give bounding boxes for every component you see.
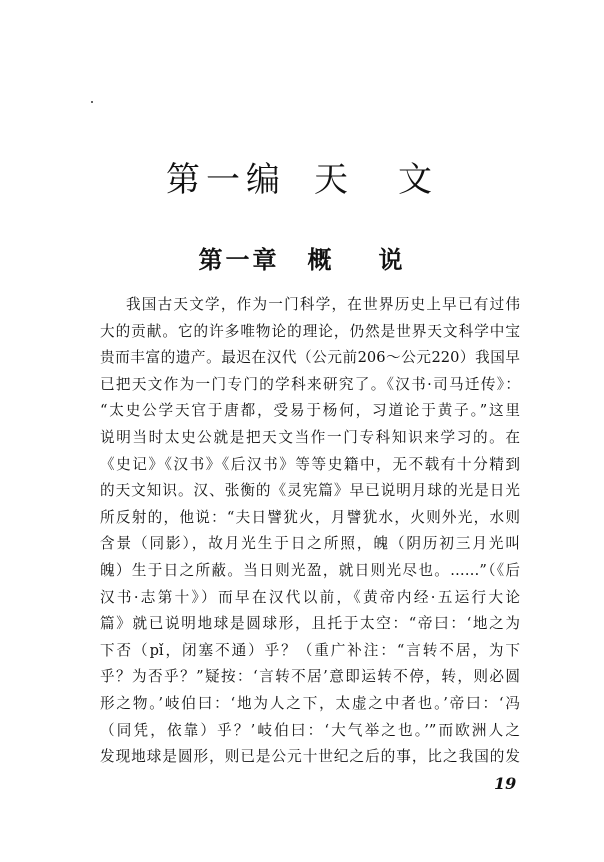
part-title-char-1: 天 (314, 160, 354, 200)
paragraph-line: 的天文知识。汉、张衡的《灵宪篇》早已说明月球的光是日光 (100, 482, 520, 500)
paragraph-line: 魄）生于日之所蔽。当日则光盈，就日则光尽也。……”（《后 (100, 561, 520, 579)
scan-speck (91, 101, 93, 103)
paragraph-line: “太史公学天官于唐都，受易于杨何，习道论于黄子。”这里 (100, 402, 520, 420)
paragraph-line: 篇》就已说明地球是圆球形，且托于太空：“帝曰：‘地之为 (100, 615, 520, 633)
page-number: 19 (494, 774, 517, 793)
paragraph-line: 说明当时太史公就是把天文当作一门专科知识来学习的。在 (100, 428, 520, 446)
paragraph-line: 《史记》《汉书》《后汉书》等等史籍中，无不载有十分精到 (100, 455, 520, 473)
paragraph-line: 所反射的，他说：“夫日譬犹火，月譬犹水，火则外光，水则 (100, 508, 520, 526)
chapter-title-number: 第一章 (198, 246, 280, 274)
paragraph-line: 含景（同影），故月光生于日之所照，魄（阴历初三月光叫 (100, 535, 520, 553)
chapter-title (0, 240, 604, 275)
paragraph-line: 形之物。’岐伯曰：‘地为人之下，太虚之中者也。’帝曰：‘冯 (100, 694, 520, 712)
paragraph-line: 已把天文作为一门专门的学科来研究了。《汉书·司马迁传》： (100, 375, 520, 393)
chapter-title-char-2: 说 (378, 246, 406, 274)
paragraph-line: （同凭，依靠）乎？’岐伯曰：‘大气举之也。’”而欧洲人之 (100, 721, 520, 739)
paragraph-line: 乎？为否乎？”疑按：‘言转不居’意即运转不停，转，则必圆 (100, 668, 520, 686)
paragraph-line: 大的贡献。它的许多唯物论的理论，仍然是世界天文科学中宝 (100, 322, 520, 340)
chapter-title-char-1: 概 (307, 246, 335, 274)
paragraph-line: 发现地球是圆形，则已是公元十世纪之后的事，比之我国的发 (100, 748, 520, 766)
paragraph-line: 我国古天文学，作为一门科学，在世界历史上早已有过伟 (126, 296, 520, 313)
paragraph-line: 汉书·志第十》）而早在汉代以前，《黄帝内经·五运行大论 (100, 588, 520, 606)
part-title-number: 第一编 (166, 160, 286, 200)
part-title (0, 152, 604, 201)
body-paragraph (100, 292, 520, 771)
paragraph-line: 下否（pǐ，闭塞不通）乎？（重广补注：“言转不居，为下 (100, 641, 520, 659)
part-title-char-2: 文 (398, 160, 438, 200)
paragraph-line: 贵而丰富的遗产。最迟在汉代（公元前206～公元220）我国早 (100, 349, 520, 367)
